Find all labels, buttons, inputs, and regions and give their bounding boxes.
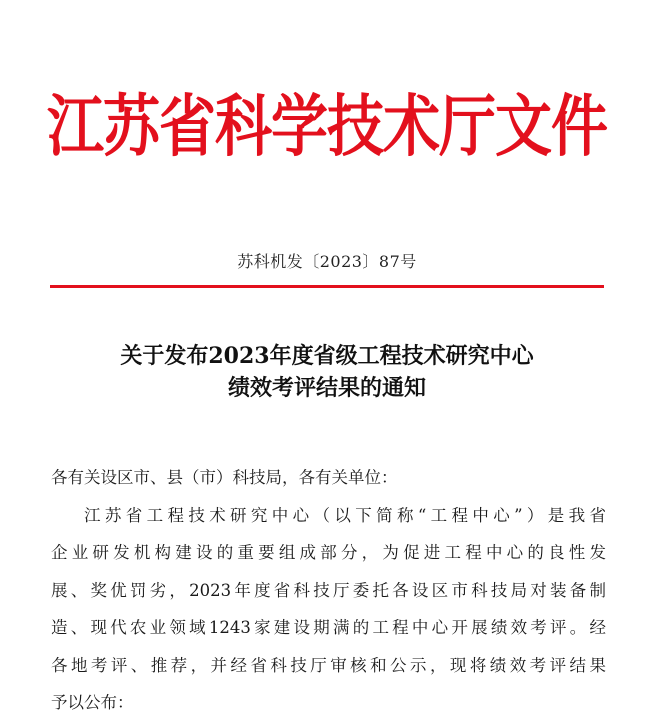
document-masthead: 江苏省科学技术厅文件 — [47, 88, 607, 167]
notice-title-line-2: 绩效考评结果的通知 — [227, 375, 426, 401]
paragraph-line: 展、奖优罚劣，2023年度省科技厅委托各设区市科技局对装备制 — [51, 580, 606, 600]
salutation: 各有关设区市、县（市）科技局，各有关单位： — [51, 468, 398, 487]
paragraph-line: 江苏省工程技术研究中心（以下简称“工程中心”）是我省 — [84, 505, 606, 525]
notice-title — [0, 340, 654, 404]
red-divider-line — [50, 285, 604, 288]
paragraph-line: 各地考评、推荐，并经省科技厅审核和公示，现将绩效考评结果 — [51, 655, 606, 675]
paragraph-line: 造、现代农业领域1243家建设期满的工程中心开展绩效考评。经 — [51, 618, 606, 637]
paragraph-line: 予以公布： — [51, 693, 134, 712]
paragraph-line: 企业研发机构建设的重要组成部分，为促进工程中心的良性发 — [51, 543, 606, 562]
notice-title-line-1: 关于发布2023年度省级工程技术研究中心 — [120, 343, 534, 369]
document-number: 苏科机发〔2023〕87号 — [237, 252, 417, 271]
notice-body — [51, 459, 606, 722]
